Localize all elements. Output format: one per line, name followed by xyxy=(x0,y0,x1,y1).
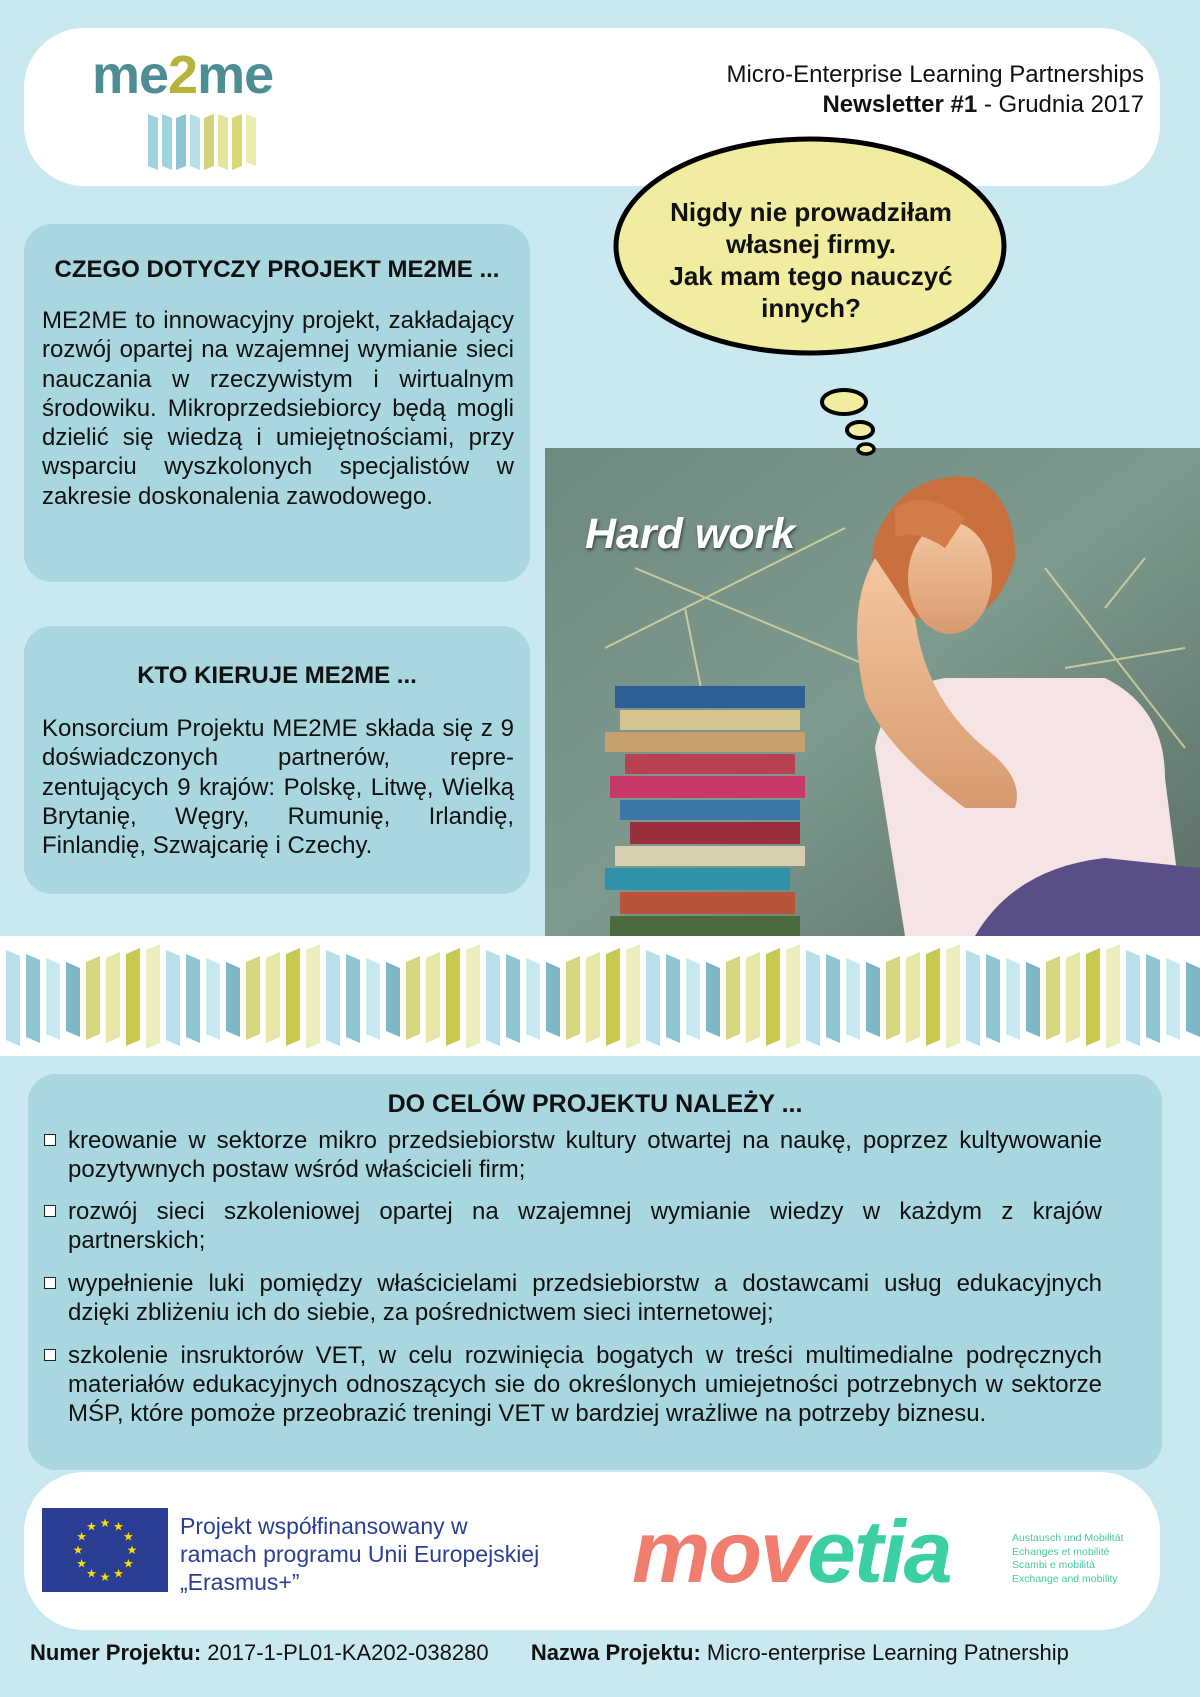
movetia-tagline: Austausch und Mobilität Echanges et mobilité Scambi e mobilità Exchange and mobility xyxy=(1012,1532,1124,1585)
goals-panel xyxy=(28,1074,1162,1470)
goal-item: rozwój sieci szkoleniowej opartej na wzajemnej wymianie wiedzy w każdym z krajów partnerskich; xyxy=(68,1198,1102,1254)
svg-text:★: ★ xyxy=(72,1543,84,1557)
bullet-icon xyxy=(44,1205,56,1217)
goals-title: DO CELÓW PROJEKTU NALEŻY ... xyxy=(387,1090,803,1118)
who-title: KTO KIERUJE ME2ME ... xyxy=(137,662,417,689)
svg-text:★: ★ xyxy=(113,1566,124,1581)
svg-text:★: ★ xyxy=(76,1529,88,1544)
bullet-icon xyxy=(44,1134,56,1146)
me2me-logo: me2me xyxy=(92,45,274,105)
svg-text:★: ★ xyxy=(122,1529,134,1544)
eu-flag-icon xyxy=(42,1508,168,1592)
logo-bars-icon xyxy=(148,110,268,170)
photo-caption: Hard work xyxy=(585,510,796,558)
svg-text:★: ★ xyxy=(76,1556,88,1571)
project-name-value: Micro-enterprise Learning Patnership xyxy=(700,1640,1069,1665)
project-name-label: Nazwa Projektu: xyxy=(530,1640,701,1665)
svg-text:★: ★ xyxy=(122,1556,134,1571)
eu-funding-text: Projekt współfinansowany w ramach programu Unii Europejskiej „Erasmus+” xyxy=(180,1513,540,1595)
goal-item: szkolenie insruktorów VET, w celu rozwinięcia bogatych w treści multimedialne podręcznych materiałów edukacyjnych odnoszących sie do określonych umiejetności potrzebnych w sektorze MŚP, które pomoże przeobrazić treningi VET w bardziej wrażliwe na potrzeby biznesu. xyxy=(68,1342,1102,1427)
project-number-value: 2017-1-PL01-KA202-038280 xyxy=(201,1640,489,1665)
svg-text:★: ★ xyxy=(86,1566,97,1581)
who-text: Konsorcium Projektu ME2ME składa się z 9 doświadczonych partnerów, reprezentujących 9 krajów: Polskę, Litwę, Wielką Brytanię, Węgry, Rumunię, Irlandię, Finlandię, Szwajcarię i Czechy. xyxy=(42,715,514,860)
bubble-text: Nigdy nie prowadziłam własnej firmy. Jak mam tego nauczyć innych? xyxy=(669,197,953,323)
who-panel xyxy=(24,626,530,894)
goal-item: wypełnienie luki pomiędzy właścicielami przedsiebiorstw a dostawcami usług edukacyjnych dzięki zbliżeniu ich do siebie, za pośrednictwem sieci internetowej; xyxy=(68,1270,1102,1326)
about-panel xyxy=(24,224,530,582)
about-title: CZEGO DOTYCZY PROJEKT ME2ME ... xyxy=(54,256,500,283)
svg-text:★: ★ xyxy=(99,1516,111,1530)
thought-dots xyxy=(816,386,876,458)
about-text: ME2ME to innowacyjny projekt, zakładający rozwój opartej na wzajemnej wymianie sieci nauczania w rzeczywistym i wirtualnym środowiku. Mikroprzedsiebiorcy będą mogli dzielić się wiedzą i umiejętnościami, przy wsparciu wyszkolonych specjalistów w zakresie doskonalenia zawodowego. xyxy=(42,307,514,510)
movetia-logo: movetia xyxy=(632,1502,951,1601)
svg-text:★: ★ xyxy=(113,1519,124,1534)
decorative-stripe-band xyxy=(0,936,1200,1056)
footer xyxy=(24,1472,1160,1630)
newsletter-heading xyxy=(726,60,1144,120)
project-number-label: Numer Projektu: xyxy=(30,1640,202,1665)
svg-text:★: ★ xyxy=(126,1543,138,1557)
svg-text:★: ★ xyxy=(99,1570,111,1584)
newsletter-issue: Newsletter #1 - Grudnia 2017 xyxy=(822,91,1144,118)
bullet-icon xyxy=(44,1349,56,1361)
goal-item: kreowanie w sektorze mikro przedsiebiorstw kultury otwartej na naukę, poprzez kultywowanie pozytywnych postaw wśród właścicieli firm; xyxy=(68,1127,1102,1183)
project-info xyxy=(30,1640,1069,1666)
program-name: Micro-Enterprise Learning Partnerships xyxy=(726,61,1144,88)
svg-text:★: ★ xyxy=(86,1519,97,1534)
bullet-icon xyxy=(44,1277,56,1289)
